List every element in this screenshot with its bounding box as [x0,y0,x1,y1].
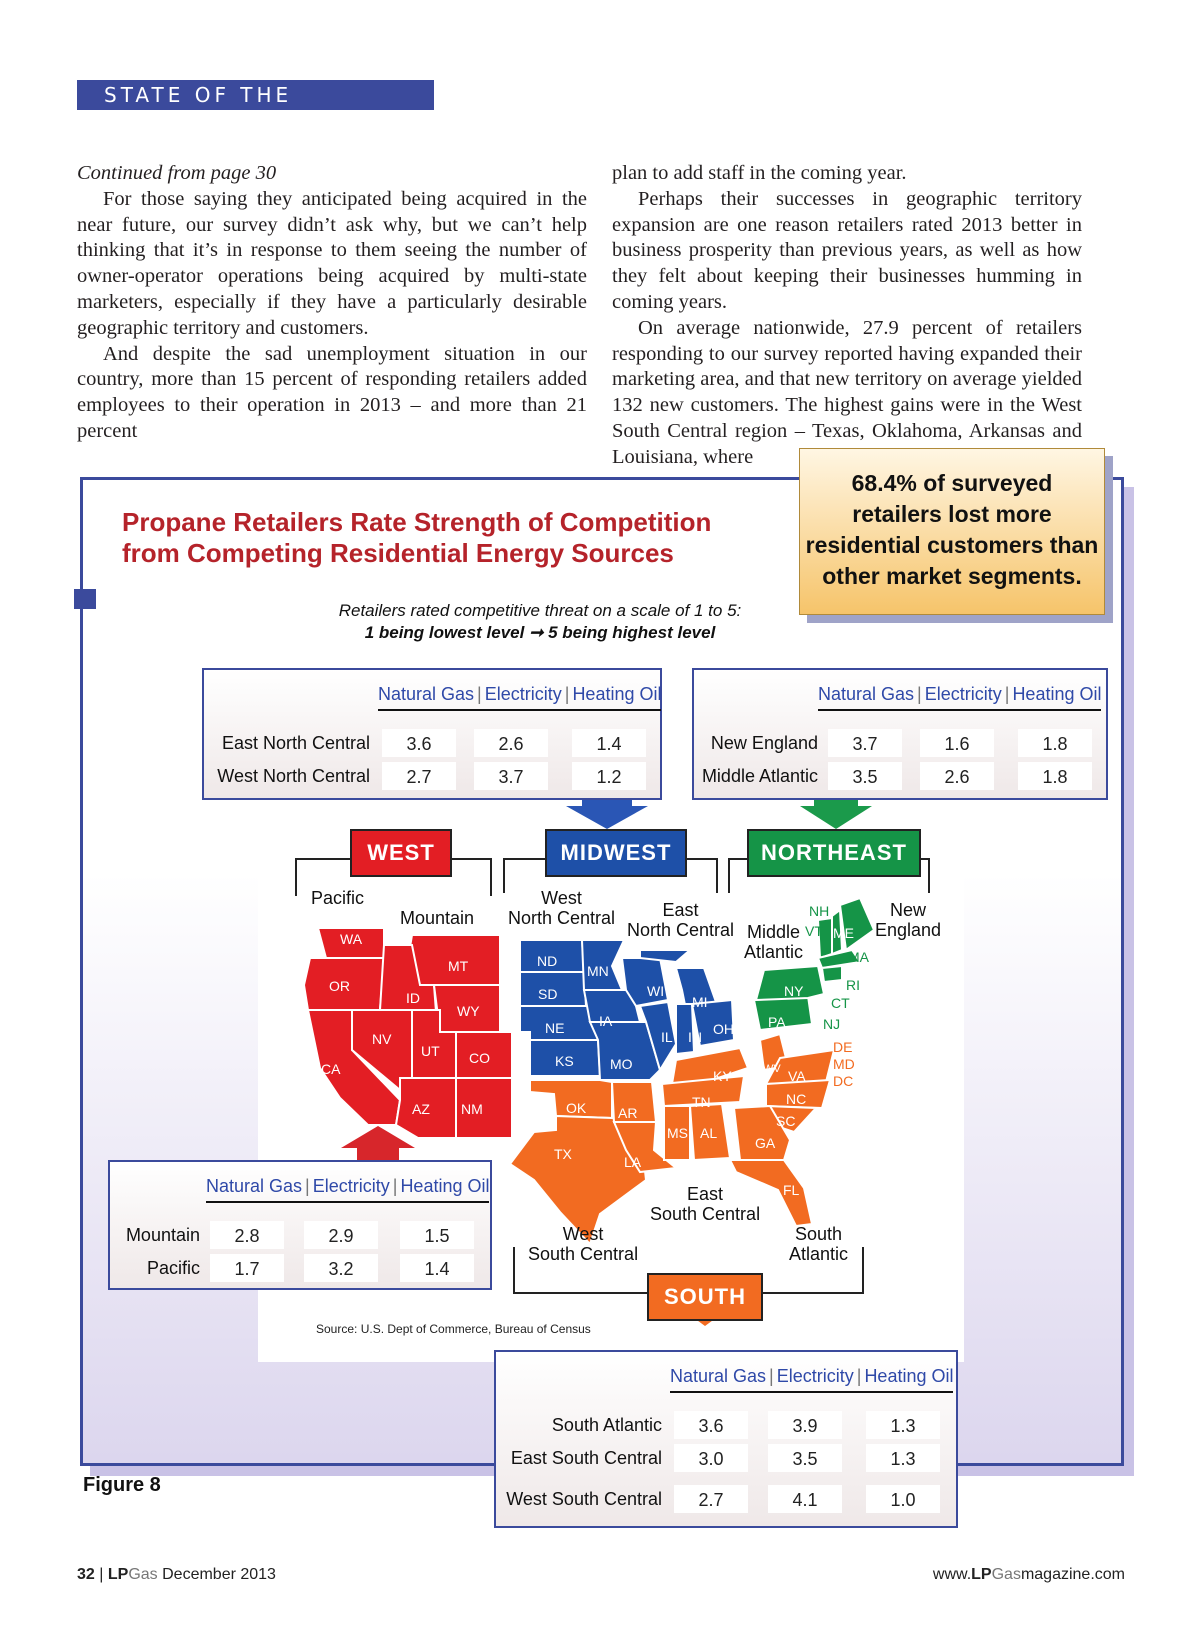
state-label: LA [624,1154,642,1170]
callout-line: 68.4% of surveyed [851,470,1053,496]
table-cell: 1.8 [1018,762,1092,790]
table-cell: 3.6 [674,1411,748,1439]
url-lp: LP [971,1566,992,1583]
table-cell: 1.3 [866,1411,940,1439]
page-number: 32 [77,1566,95,1583]
arrow-down-icon [566,795,648,829]
division-label-line: South Central [650,1204,761,1224]
state-label: MN [587,963,609,979]
state-ct [822,966,842,982]
table-cell: 3.5 [828,762,902,790]
table-cell: 1.5 [400,1221,474,1249]
state-label: OR [329,978,350,994]
state-label: SC [776,1113,796,1129]
row-label: New England [710,733,818,753]
url-prefix: www. [932,1566,972,1583]
state-label: DC [833,1073,854,1089]
row-label: West North Central [217,766,370,786]
arrow-down-icon [800,795,872,829]
state-label: RI [846,977,860,993]
table-cell: 3.5 [768,1444,842,1472]
state-label: VT [805,923,823,939]
table-cell: 3.7 [828,729,902,757]
table-cell: 3.6 [382,729,456,757]
table-cell: 3.0 [674,1444,748,1472]
state-label: MT [448,958,469,974]
state-label: MA [848,949,869,965]
table-cell: 3.9 [768,1411,842,1439]
arrow-right-icon: ➞ [529,623,544,642]
state-label: SD [538,986,558,1002]
state-label: NE [545,1020,565,1036]
col-header: Natural Gas [378,684,475,704]
table-midwest [202,668,662,800]
state-label: MI [692,994,708,1010]
state-label: AR [618,1105,638,1121]
col-header: Heating Oil [1012,684,1102,704]
division-label [875,900,941,940]
state-label: IA [599,1013,613,1029]
division-label-line: East [662,900,699,920]
region-northeast: NORTHEAST [747,829,921,877]
row-label: Middle Atlantic [701,766,818,786]
state-label: KY [713,1068,732,1084]
table-cell: 1.4 [572,729,646,757]
state-me [840,898,874,950]
col-header: Electricity [484,684,562,704]
table-cell: 1.6 [920,729,994,757]
figure-source: Source: U.S. Dept of Commerce, Bureau of Census [316,1322,591,1336]
state-label: TN [692,1094,711,1110]
state-label: NJ [823,1016,841,1032]
table-cell: 3.7 [474,762,548,790]
figure-title-line1: Propane Retailers Rate Strength of Competition [122,507,712,537]
table-header: Natural Gas | Electricity | Heating Oil [206,1176,489,1203]
col-header: Electricity [776,1366,854,1386]
table-header: Natural Gas | Electricity | Heating Oil [670,1366,953,1393]
division-label-line: England [875,920,942,940]
state-label: GA [755,1135,776,1151]
col-header: Natural Gas [670,1366,767,1386]
division-label [744,922,803,962]
continued-note: Continued from page 30 [77,162,277,184]
state-label: NM [461,1101,483,1117]
division-label-line: North Central [508,908,616,928]
section-tag: STATE OF THE INDUSTRY [77,80,434,110]
division-label-line: New [890,900,927,920]
state-label: NV [372,1031,392,1047]
row-label: East North Central [221,733,370,753]
col-header: Heating Oil [864,1366,954,1386]
table-cell: 4.1 [768,1485,842,1513]
division-label-line: South Central [528,1244,639,1264]
paragraph: For those saying they anticipated being acquired in the near future, our survey didn’t ask why, but we can’t help thinking that it’s in response to them seeing the number of owner-operator operations being acquired by multi-state marketers, especially if they have a particularly desirable geographic territory and customers. [77,187,587,339]
table-cell: 2.9 [304,1221,378,1249]
division-label-line: West [541,888,582,908]
brand-gas: Gas [128,1566,158,1583]
state-label: NC [786,1091,807,1107]
state-label: UT [421,1043,440,1059]
table-cell: 1.2 [572,762,646,790]
paragraph: And despite the sad unemployment situation in our country, more than 15 percent of responding retailers added employees to their operation in 2013 – and more than 21 percent [77,342,587,442]
division-label [650,1184,760,1224]
issue-date: December 2013 [162,1566,276,1583]
state-label: IL [661,1029,673,1045]
division-label-line: Middle [747,922,801,942]
table-cell: 1.4 [400,1254,474,1282]
col-header: Natural Gas [818,684,915,704]
state-label: AL [700,1125,718,1141]
state-label: IN [688,1029,702,1045]
region-midwest: MIDWEST [545,829,687,877]
state-label: MD [833,1056,855,1072]
table-cell: 1.8 [1018,729,1092,757]
state-label: TX [554,1146,572,1162]
table-west [108,1160,492,1290]
table-cell: 2.6 [920,762,994,790]
figure-label: Figure 8 [83,1474,161,1496]
table-cell: 2.6 [474,729,548,757]
table-cell: 2.7 [382,762,456,790]
scale-high: 5 being highest level [548,623,716,642]
state-label: DE [833,1039,853,1055]
division-label [508,888,615,928]
url-suffix: magazine.com [1020,1566,1125,1583]
table-header: Natural Gas | Electricity | Heating Oil [818,684,1101,711]
state-label: ND [537,953,558,969]
footer-left [77,1566,276,1584]
state-label: FL [783,1182,800,1198]
row-label: Mountain [125,1225,200,1245]
row-label: West South Central [506,1489,662,1509]
division-label-line: South [794,1224,843,1244]
callout-line: retailers lost more [852,501,1052,527]
footer-url[interactable] [933,1566,1125,1584]
col-header: Heating Oil [400,1176,490,1196]
state-label: CO [469,1050,490,1066]
state-label: PA [768,1014,786,1030]
arrow-up-icon [341,1126,415,1162]
col-header: Electricity [924,684,1002,704]
division-label-line: East [687,1184,724,1204]
state-label: NH [809,903,830,919]
paragraph: plan to add staff in the coming year. [612,162,907,184]
col-header: Natural Gas [206,1176,303,1196]
division-label-line: North Central [627,920,735,940]
state-label: VA [788,1068,806,1084]
state-label: MS [667,1125,688,1141]
state-label: NY [784,983,804,999]
division-label: Pacific [311,888,365,908]
division-label-line: West [562,1224,604,1244]
scale-line1: Retailers rated competitive threat on a scale of 1 to 5: [338,601,742,620]
brand-lp: LP [107,1566,129,1583]
col-header: Heating Oil [572,684,662,704]
callout-line: other market segments. [822,563,1082,589]
state-label: ID [406,990,420,1006]
state-label: WA [340,931,363,947]
table-cell: 1.3 [866,1444,940,1472]
division-label-line: Atlantic [789,1244,849,1264]
state-label: CA [321,1061,341,1077]
state-label: ME [833,925,854,941]
division-label: Mountain [400,908,475,928]
col-header: Electricity [312,1176,390,1196]
table-cell: 1.7 [210,1254,284,1282]
table-header: Natural Gas | Electricity | Heating Oil [378,684,661,711]
division-label [627,900,734,940]
table-cell: 2.7 [674,1485,748,1513]
state-label: OH [713,1021,734,1037]
paragraph: On average nationwide, 27.9 percent of retailers responding to our survey reported having expanded their marketing area, and that new territory on average yielded 132 new customers. The highest gains were in the West South Central region – Texas, Oklahoma, Arkansas and Louisiana, where [612,316,1082,468]
footer-divider: | [99,1566,104,1583]
region-south: SOUTH [647,1273,763,1321]
row-label: Pacific [146,1258,200,1278]
state-label: CT [831,995,850,1011]
table-northeast [692,668,1108,800]
state-label: KS [555,1053,574,1069]
state-label: AZ [412,1101,430,1117]
division-label [789,1224,848,1264]
state-label: WV [763,1063,781,1075]
figure-title-line2: from Competing Residential Energy Sources [122,538,674,568]
state-label: OK [566,1100,587,1116]
row-label: East South Central [510,1448,662,1468]
state-label: WI [647,983,665,999]
region-west: WEST [350,829,452,877]
table-cell: 1.0 [866,1485,940,1513]
division-label-line: Atlantic [744,942,804,962]
scale-low: 1 being lowest level [364,623,525,642]
row-label: South Atlantic [551,1415,662,1435]
table-cell: 2.8 [210,1221,284,1249]
state-label: WY [457,1003,480,1019]
paragraph: Perhaps their successes in geographic territory expansion are one reason retailers rated 2013 better in business prosperity than previous years, as well as how they felt about keeping their businesses humming in coming years. [612,187,1082,313]
callout-line: residential customers than [805,532,1099,558]
table-south [494,1350,958,1528]
division-label [528,1224,638,1264]
url-gas: Gas [991,1566,1021,1583]
table-cell: 3.2 [304,1254,378,1282]
state-label: MO [610,1056,633,1072]
